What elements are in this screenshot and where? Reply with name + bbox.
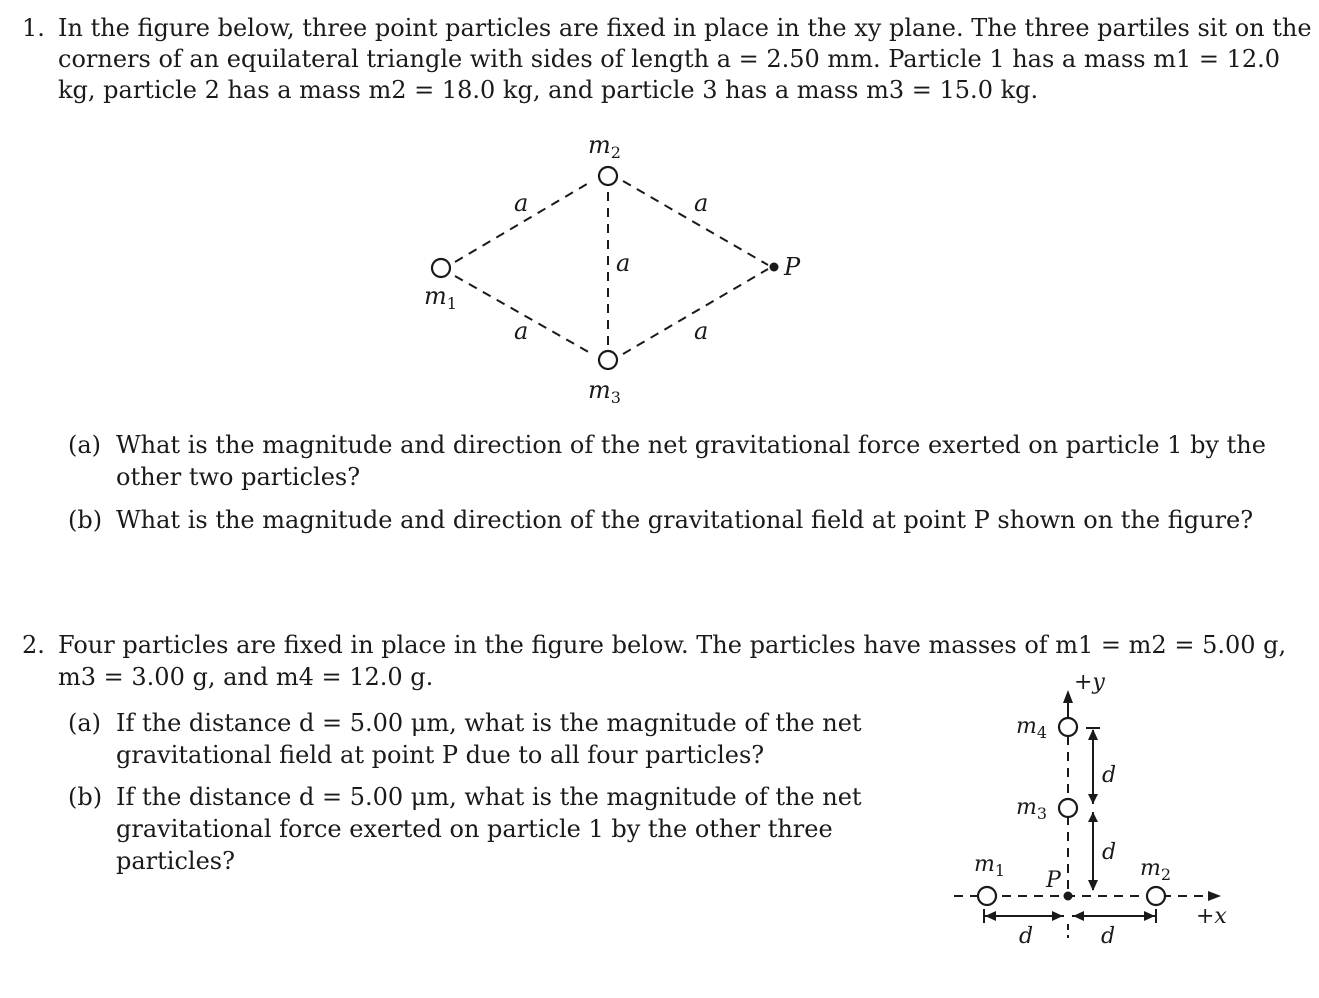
problem1-part-b-line1: What is the magnitude and direction of the gravitational field at point P shown on the figure? [116, 506, 1254, 534]
fig2-label-d-lower: d [1102, 840, 1117, 865]
problem2-line2: m3 = 3.00 g, and m4 = 12.0 g. [58, 663, 434, 691]
problem2-part-b-label: (b) [68, 783, 103, 811]
problem1-part-b-label: (b) [68, 506, 103, 534]
problem2-part-b-line1: If the distance d = 5.00 μm, what is the magnitude of the net [116, 783, 862, 811]
fig2-label-y-axis: +y [1074, 670, 1105, 695]
fig2-label-p: P [1046, 868, 1061, 893]
particle-m1 [978, 887, 996, 905]
fig2-label-m4: $m_4$ [1016, 714, 1048, 742]
particle-m2 [1147, 887, 1165, 905]
fig2-label-d-upper: d [1102, 763, 1117, 788]
problem1-line3: kg, particle 2 has a mass m2 = 18.0 kg, and particle 3 has a mass m3 = 15.0 kg. [58, 76, 1039, 104]
problem2-part-b-line2: gravitational force exerted on particle 1 by the other three [116, 815, 833, 843]
problem1-part-a-line1: What is the magnitude and direction of the net gravitational force exerted on particle 1 by the [116, 431, 1266, 459]
fig1-label-m3: $m_3$ [588, 376, 621, 407]
problem2-part-a-line1: If the distance d = 5.00 μm, what is the magnitude of the net [116, 709, 862, 737]
fig1-label-a-top-left: a [514, 189, 529, 217]
problem1-line2: corners of an equilateral triangle with sides of length a = 2.50 mm. Particle 1 has a mass m1 = 12.0 [58, 45, 1281, 73]
problem1-line1: In the figure below, three point particles are fixed in place in the xy plane. The three partiles sit on the [58, 14, 1312, 42]
problem2-part-a-label: (a) [68, 709, 102, 737]
fig1-label-a-bottom-left: a [514, 317, 529, 345]
fig1-label-a-bottom-right: a [694, 317, 709, 345]
particle-m4 [1059, 718, 1077, 736]
fig1-label-a-top-right: a [694, 189, 709, 217]
fig2-label-m3: $m_3$ [1016, 795, 1048, 823]
problem2-line1: Four particles are fixed in place in the figure below. The particles have masses of m1 = m2 = 5.00 g, [58, 631, 1287, 659]
fig1-label-m2: $m_2$ [588, 131, 621, 162]
x-axis-arrowhead [1208, 891, 1221, 901]
fig1-label-p: P [784, 253, 801, 281]
problem1-part-a-label: (a) [68, 431, 102, 459]
problem2-part-a-line2: gravitational field at point P due to all four particles? [116, 741, 765, 769]
fig1-label-a-center: a [616, 249, 631, 277]
problem1-part-a-line2: other two particles? [116, 463, 361, 491]
fig2-label-m2: $m_2$ [1140, 856, 1172, 884]
fig1-label-m1: $m_1$ [424, 282, 457, 313]
fig2-label-x-axis: +x [1196, 904, 1227, 929]
fig2-label-m1: $m_1$ [974, 852, 1006, 880]
problem2-number: 2. [22, 631, 45, 659]
problem1-number: 1. [22, 14, 45, 42]
problem2-part-b-line3: particles? [116, 847, 235, 875]
fig2-label-d-right: d [1101, 924, 1116, 949]
fig2-label-d-left: d [1019, 924, 1034, 949]
y-axis-arrowhead [1063, 690, 1073, 703]
particle-m3 [1059, 799, 1077, 817]
point-p-dot [1064, 892, 1073, 901]
